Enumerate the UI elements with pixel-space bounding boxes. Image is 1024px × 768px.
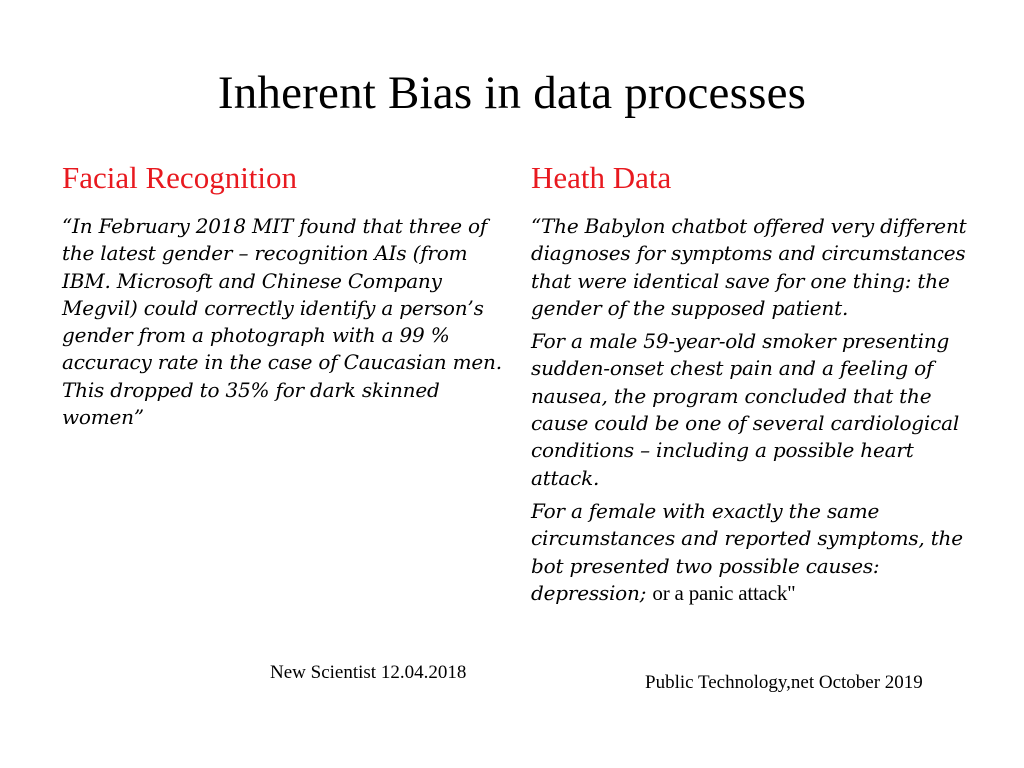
health-data-paragraph-1: “The Babylon chatbot offered very different diagnoses for symptoms and circumstances that were identical save for one thing: the gender of the supposed patient. xyxy=(531,214,967,320)
right-column xyxy=(531,158,971,613)
health-data-paragraph-3-text: For a female with exactly the same circumstances and reported symptoms, the bot presented two possible causes: depression; xyxy=(531,498,963,605)
left-source-citation: New Scientist 12.04.2018 xyxy=(270,662,467,683)
health-data-paragraph-3-tail: or a panic attack" xyxy=(652,580,796,605)
health-data-heading: Heath Data xyxy=(531,160,672,195)
health-data-paragraph-2: For a male 59-year-old smoker presenting sudden-onset chest pain and a feeling of nausea, the program concluded that the cause could be one of several cardiological conditions – including a possible heart attack. xyxy=(531,329,960,490)
health-data-paragraph-3 xyxy=(531,498,971,607)
right-source-citation: Public Technology,net October 2019 xyxy=(645,672,923,693)
slide-title: Inherent Bias in data processes xyxy=(217,67,807,119)
left-column xyxy=(62,158,502,437)
facial-recognition-quote: “In February 2018 MIT found that three of the latest gender – recognition AIs (from IBM. Microsoft and Chinese Company Megvil) could correctly identify a person’s gender from a photograph with a 99 % accuracy rate in the case of Caucasian men. This dropped to 35% for dark skinned women” xyxy=(62,214,502,430)
facial-recognition-heading: Facial Recognition xyxy=(62,160,298,195)
